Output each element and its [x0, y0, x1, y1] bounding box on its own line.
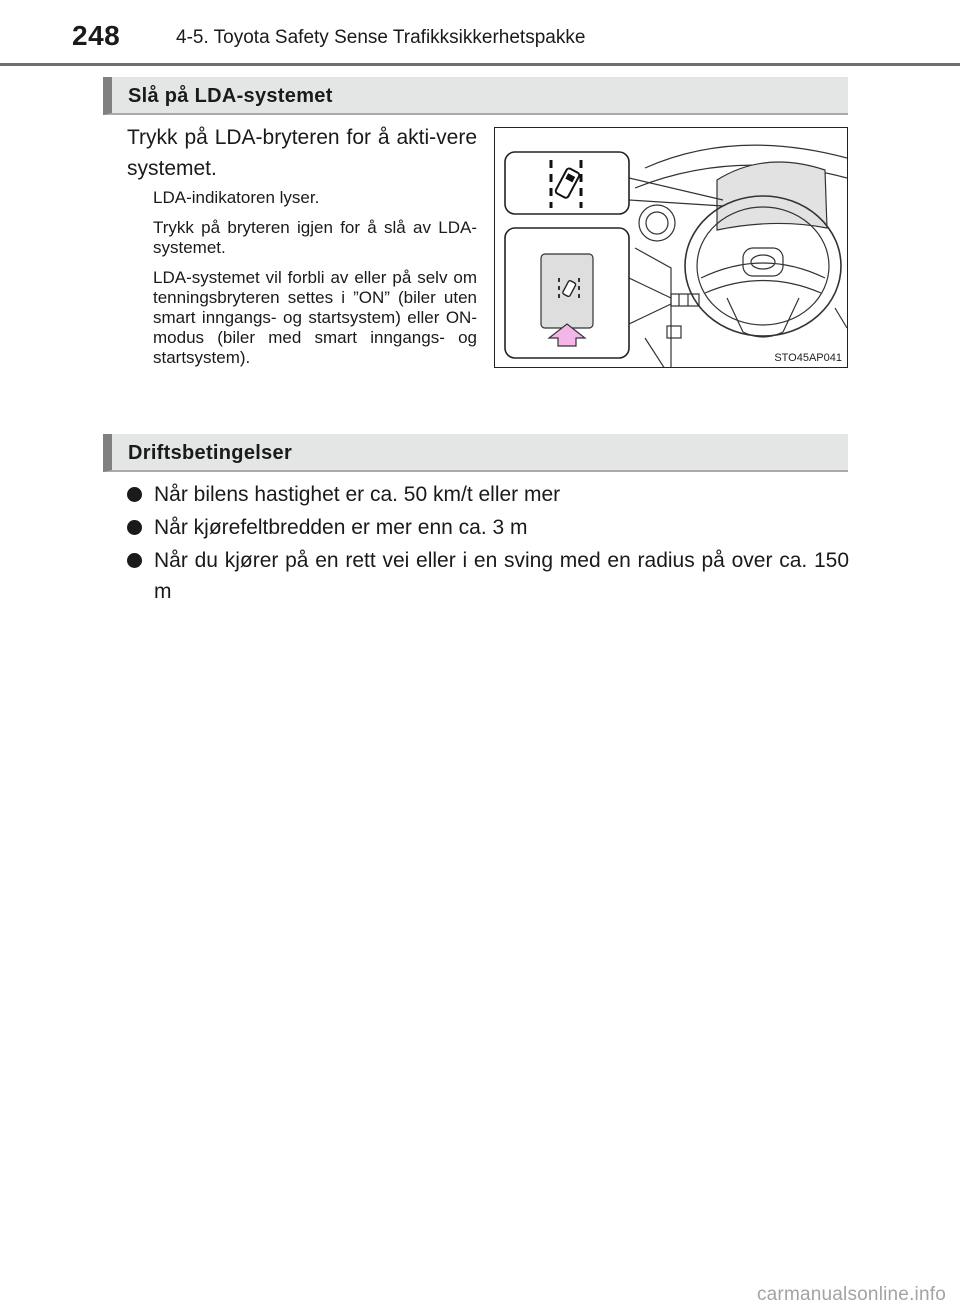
notes-list: [153, 188, 477, 378]
header-divider: [0, 63, 960, 66]
section-heading-text: Driftsbetingelser: [128, 442, 293, 464]
lda-switch-illustration: [494, 127, 848, 368]
note-item: LDA-indikatoren lyser.: [153, 188, 320, 207]
list-item: Når bilens hastighet er ca. 50 km/t eller mer: [127, 479, 849, 510]
chapter-title: 4-5. Toyota Safety Sense Trafikksikkerhetspakke: [176, 27, 586, 48]
list-item: Når du kjører på en rett vei eller i en sving med en radius på over ca. 150 m: [127, 545, 849, 607]
bullet-dot-icon: [127, 520, 142, 535]
bullet-dot-icon: [127, 553, 142, 568]
conditions-list: [127, 479, 849, 609]
note-item: Trykk på bryteren igjen for å slå av LDA-systemet.: [153, 218, 477, 257]
lead-instruction: Trykk på LDA-bryteren for å akti-vere systemet.: [127, 126, 477, 180]
dashboard-drawing: [495, 128, 848, 368]
section-heading-conditions: [103, 434, 848, 472]
section-heading-text: Slå på LDA-systemet: [128, 85, 333, 107]
note-item: LDA-systemet vil forbli av eller på selv om tenningsbryteren settes i ”ON” (biler uten smart inngangs- og startsystem) eller ON-modus (biler med smart inngangs- og startsystem).: [153, 268, 477, 367]
list-item: Når kjørefeltbredden er mer enn ca. 3 m: [127, 512, 849, 543]
page-header: [0, 0, 960, 64]
bullet-dot-icon: [127, 487, 142, 502]
page-number: 248: [72, 20, 121, 51]
section-heading-lda-on: [103, 77, 848, 115]
figure-code: STO45AP041: [774, 352, 842, 364]
watermark: carmanualsonline.info: [756, 1284, 946, 1305]
